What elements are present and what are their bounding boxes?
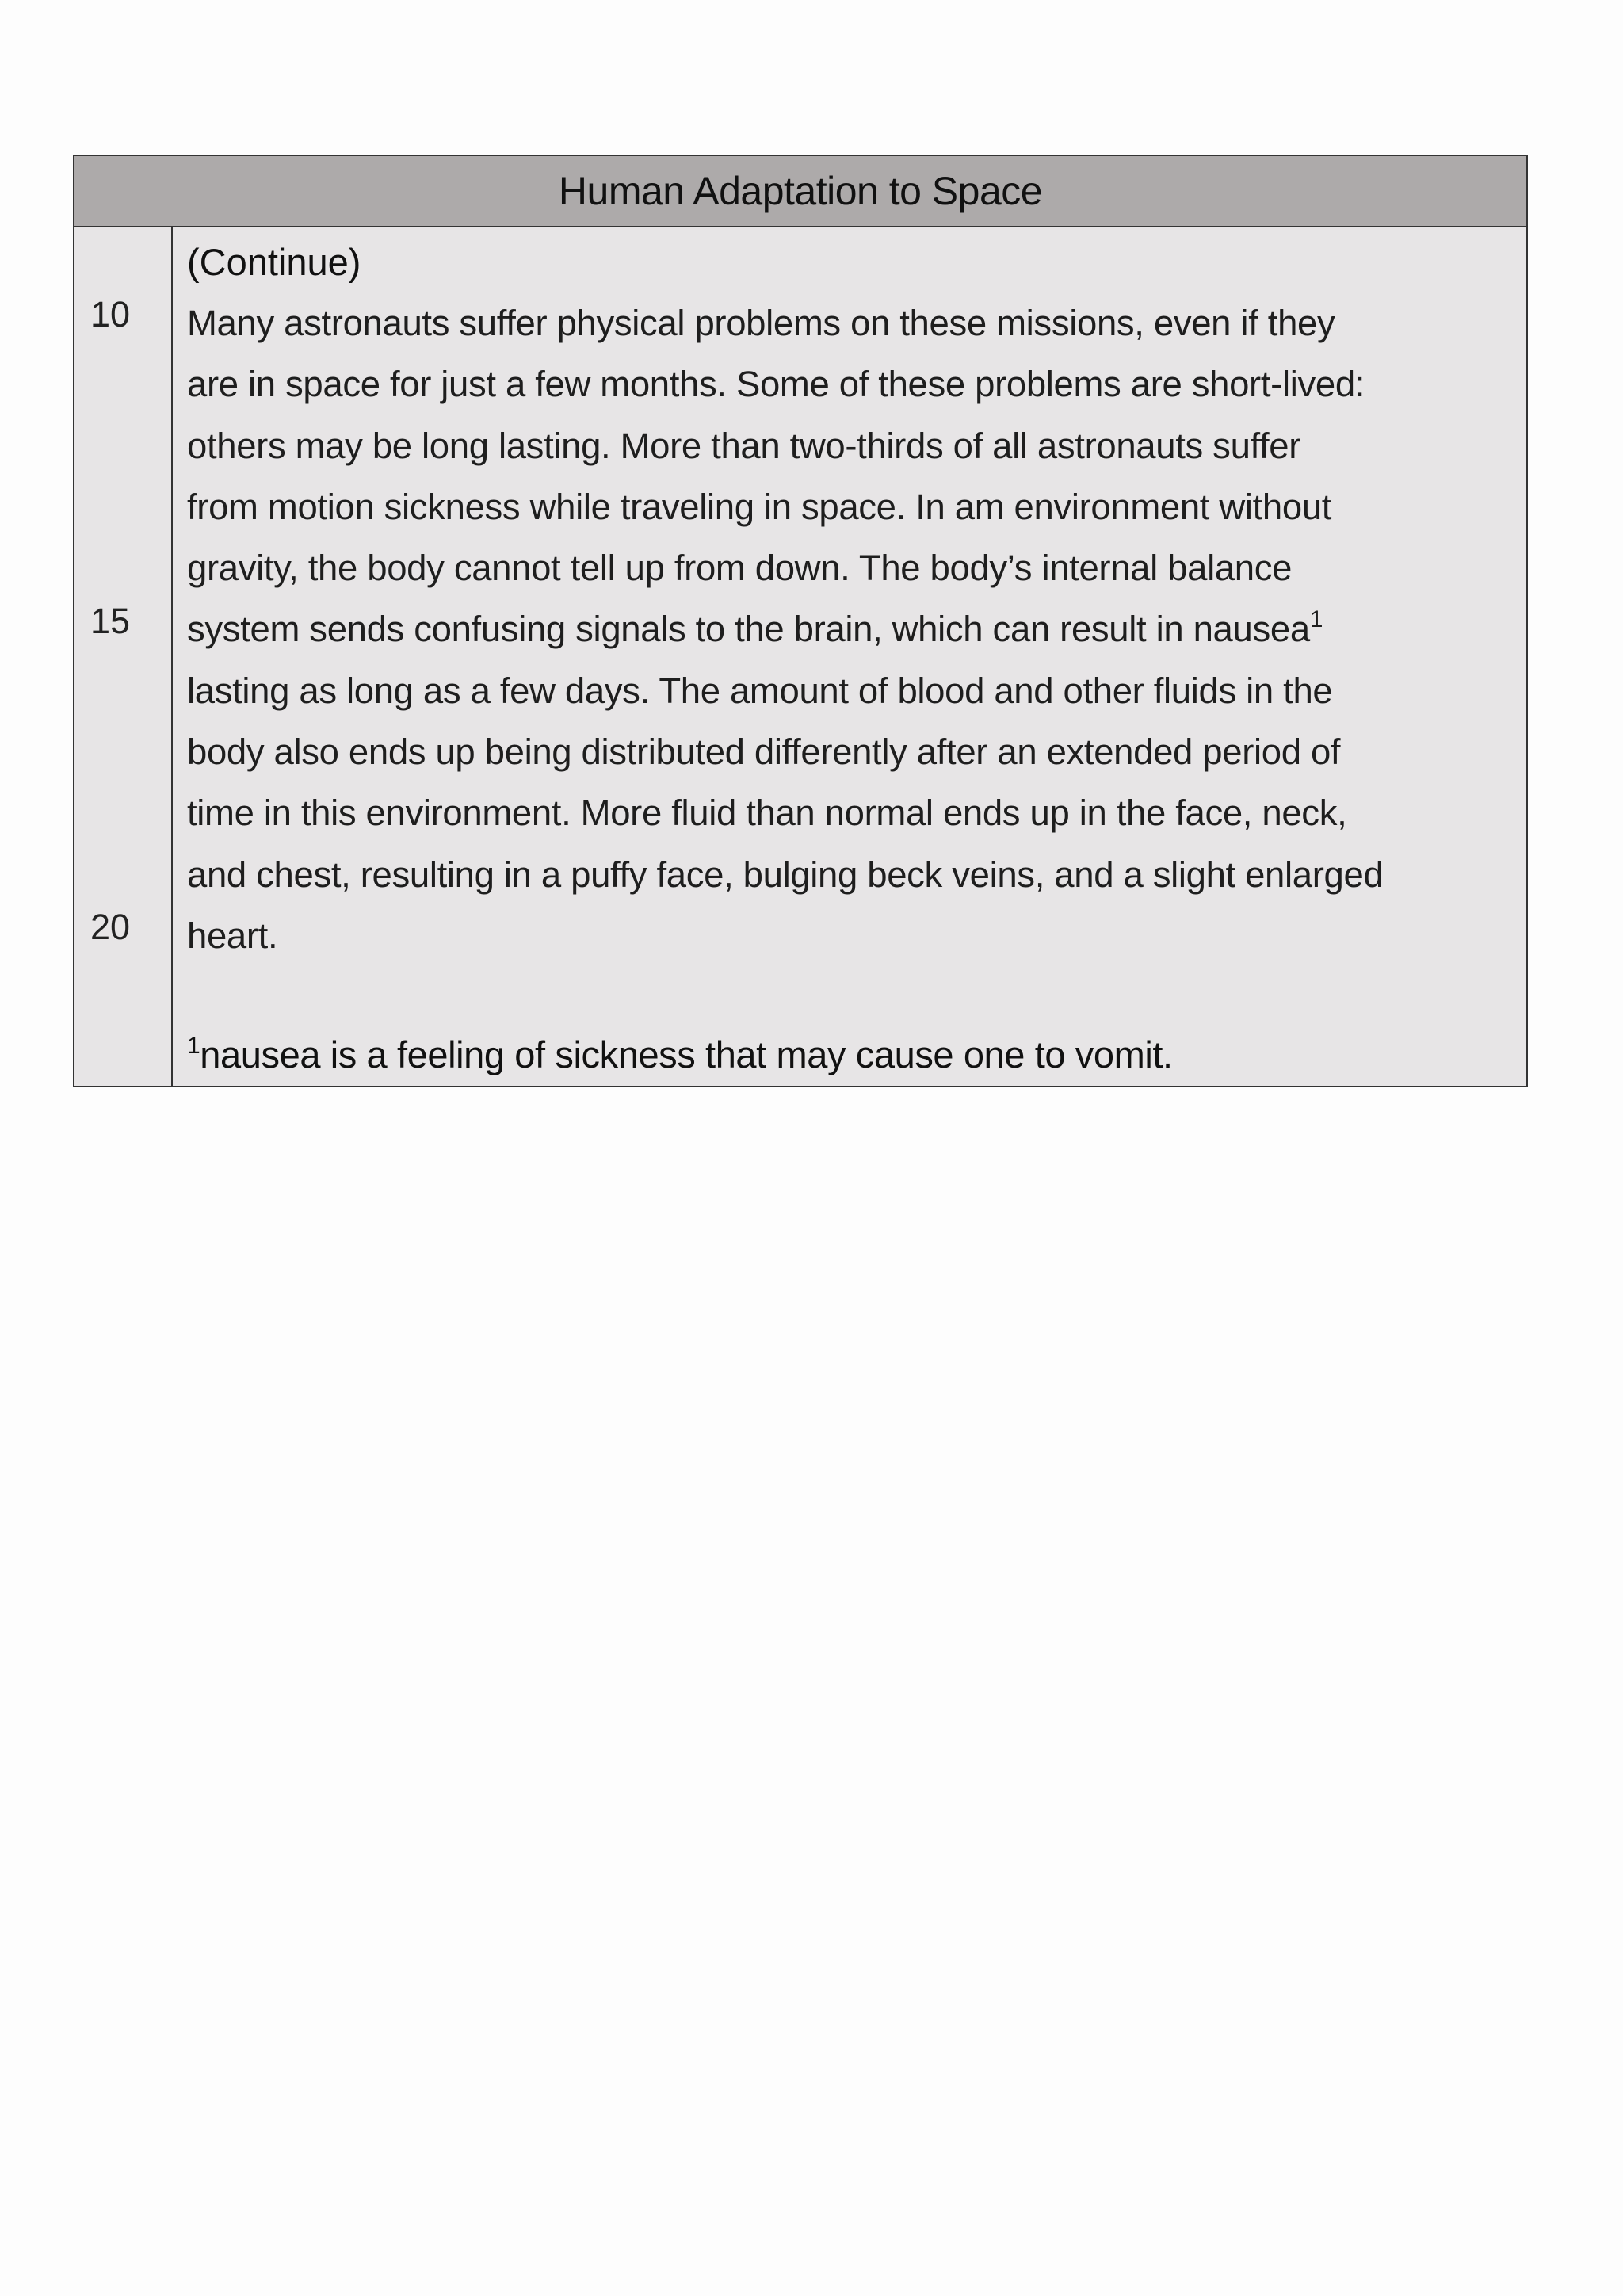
footnote-marker: 1 [187, 1033, 200, 1059]
passage-title: Human Adaptation to Space [74, 156, 1526, 227]
passage-line: body also ends up being distributed differently after an extended period of [187, 732, 1341, 773]
passage-line: are in space for just a few months. Some of these problems are short-lived: [187, 364, 1365, 405]
passage-line: and chest, resulting in a puffy face, bulging beck veins, and a slight enlarged [187, 854, 1384, 895]
passage-table [73, 155, 1528, 1087]
passage-body [74, 227, 1526, 1086]
line-number-column [74, 227, 173, 1086]
line-number-10: 10 [90, 294, 131, 334]
passage-line: heart. [187, 915, 278, 956]
passage-line-with-footnote [187, 598, 1512, 659]
footnote [187, 1033, 1173, 1076]
passage-line: lasting as long as a few days. The amount of blood and other fluids in the [187, 670, 1333, 711]
footnote-text: nausea is a feeling of sickness that may cause one to vomit. [200, 1033, 1173, 1075]
passage-line: from motion sickness while traveling in space. In am environment without [187, 486, 1332, 527]
passage-line: gravity, the body cannot tell up from down. The body’s internal balance [187, 548, 1293, 589]
line-number-20: 20 [90, 907, 131, 947]
footnote-reference: 1 [1309, 606, 1323, 633]
continue-label: (Continue) [187, 241, 361, 283]
line-number-15: 15 [90, 601, 131, 641]
passage-line-text: system sends confusing signals to the brain, which can result in nausea [187, 609, 1310, 650]
passage-line: others may be long lasting. More than two-thirds of all astronauts suffer [187, 425, 1301, 466]
passage-line: time in this environment. More fluid than normal ends up in the face, neck, [187, 793, 1347, 834]
passage-text-column [173, 227, 1526, 1086]
passage-line: Many astronauts suffer physical problems on these missions, even if they [187, 303, 1335, 343]
